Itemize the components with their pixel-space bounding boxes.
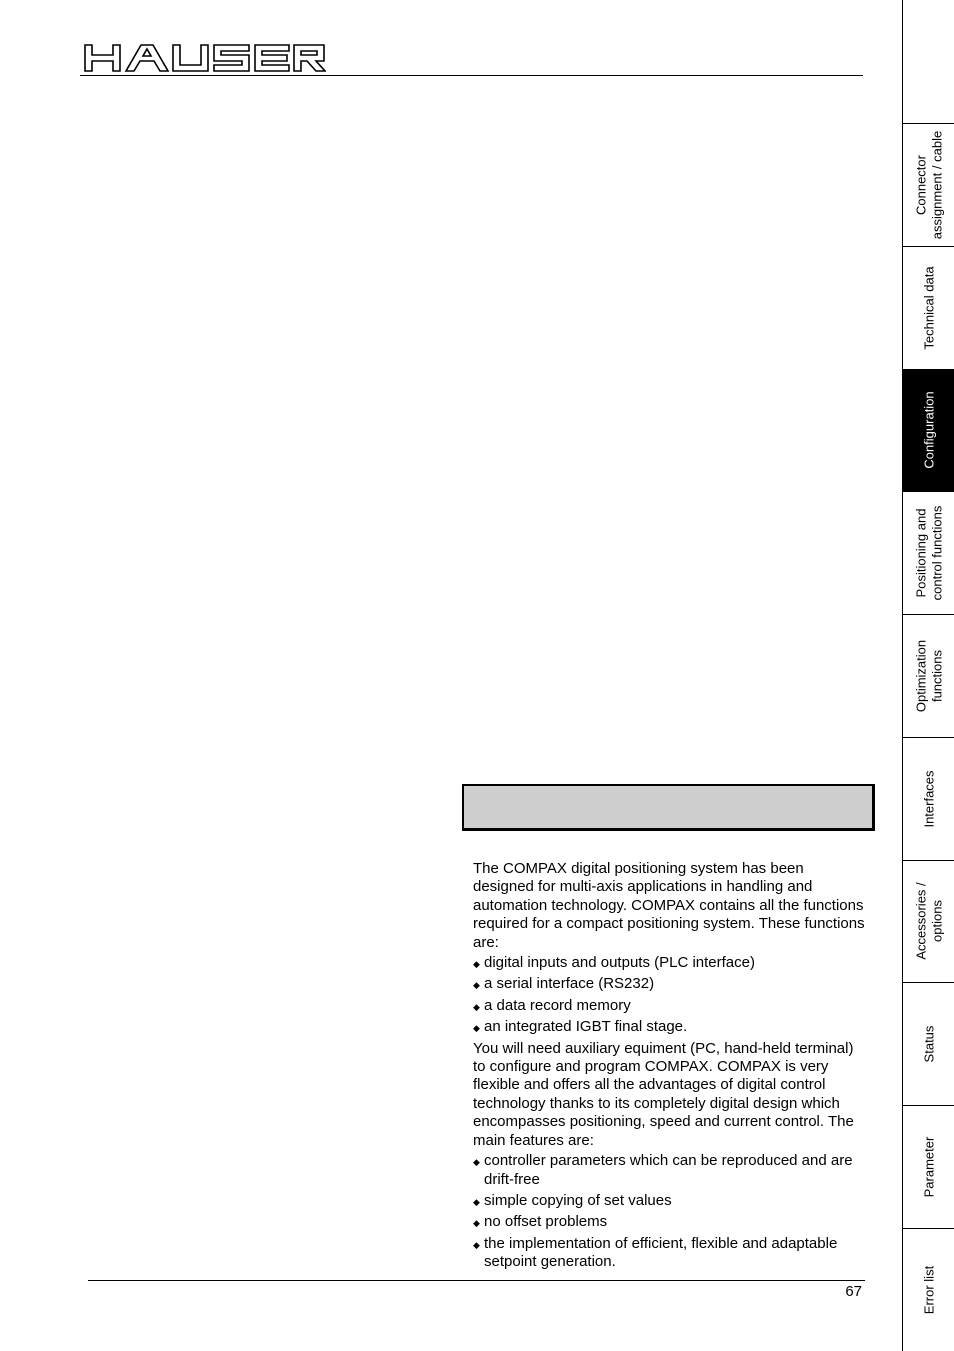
section-title-box	[462, 784, 875, 831]
middle-paragraph: You will need auxiliary equiment (PC, hand-held terminal) to configure and program COMPAX. COMPAX is very flexible and offers all the advantages of digital control technology thanks to its completely digital design which encompasses positioning, speed and current control. The main features are:	[473, 1039, 854, 1149]
page-number: 67	[845, 1283, 862, 1300]
tab-technical-data[interactable]: Technical data	[903, 247, 954, 370]
tab-connector-assignment[interactable]: Connector assignment / cable	[903, 124, 954, 247]
footer-rule	[88, 1280, 865, 1281]
diamond-bullet-icon: ◆	[473, 1001, 480, 1012]
diamond-bullet-icon: ◆	[473, 959, 480, 970]
tab-optimization[interactable]: Optimization functions	[903, 615, 954, 738]
tab-parameter[interactable]: Parameter	[903, 1106, 954, 1229]
list-item: ◆ the implementation of efficient, flexible and adaptable setpoint generation.	[473, 1234, 838, 1271]
diamond-bullet-icon: ◆	[473, 980, 480, 991]
intro-paragraph: The COMPAX digital positioning system has been designed for multi-axis applications in handling and automation technology. COMPAX contains all the functions required for a compact positioning system. These functions are:	[473, 860, 865, 951]
tab-positioning-control[interactable]: Positioning and control functions	[903, 492, 954, 615]
list-item: ◆ no offset problems	[473, 1213, 868, 1231]
tab-configuration[interactable]: Configuration	[903, 369, 954, 492]
tab-interfaces[interactable]: Interfaces	[903, 738, 954, 861]
diamond-bullet-icon: ◆	[473, 1239, 480, 1250]
tab-accessories[interactable]: Accessories / options	[903, 860, 954, 983]
list-item: ◆ a data record memory	[473, 997, 868, 1015]
diamond-bullet-icon: ◆	[473, 1023, 480, 1034]
tab-error-list[interactable]: Error list	[921, 1265, 937, 1315]
diamond-bullet-icon: ◆	[473, 1218, 480, 1229]
list-item: ◆ controller parameters which can be reproduced and are drift-free	[473, 1152, 853, 1188]
list-item: ◆ digital inputs and outputs (PLC interface)	[473, 954, 868, 972]
function-list	[473, 954, 868, 1037]
header-rule	[80, 75, 863, 76]
diamond-bullet-icon: ◆	[473, 1157, 480, 1168]
diamond-bullet-icon: ◆	[473, 1196, 480, 1207]
tab-blank	[903, 0, 954, 124]
chapter-tabs	[902, 0, 954, 1351]
tab-status[interactable]: Status	[903, 983, 954, 1106]
list-item: ◆ a serial interface (RS232)	[473, 975, 868, 993]
body-text	[473, 860, 868, 1275]
feature-list	[473, 1152, 868, 1271]
hauser-logo	[84, 44, 326, 72]
list-item: ◆ simple copying of set values	[473, 1192, 868, 1210]
list-item: ◆ an integrated IGBT final stage.	[473, 1018, 868, 1036]
